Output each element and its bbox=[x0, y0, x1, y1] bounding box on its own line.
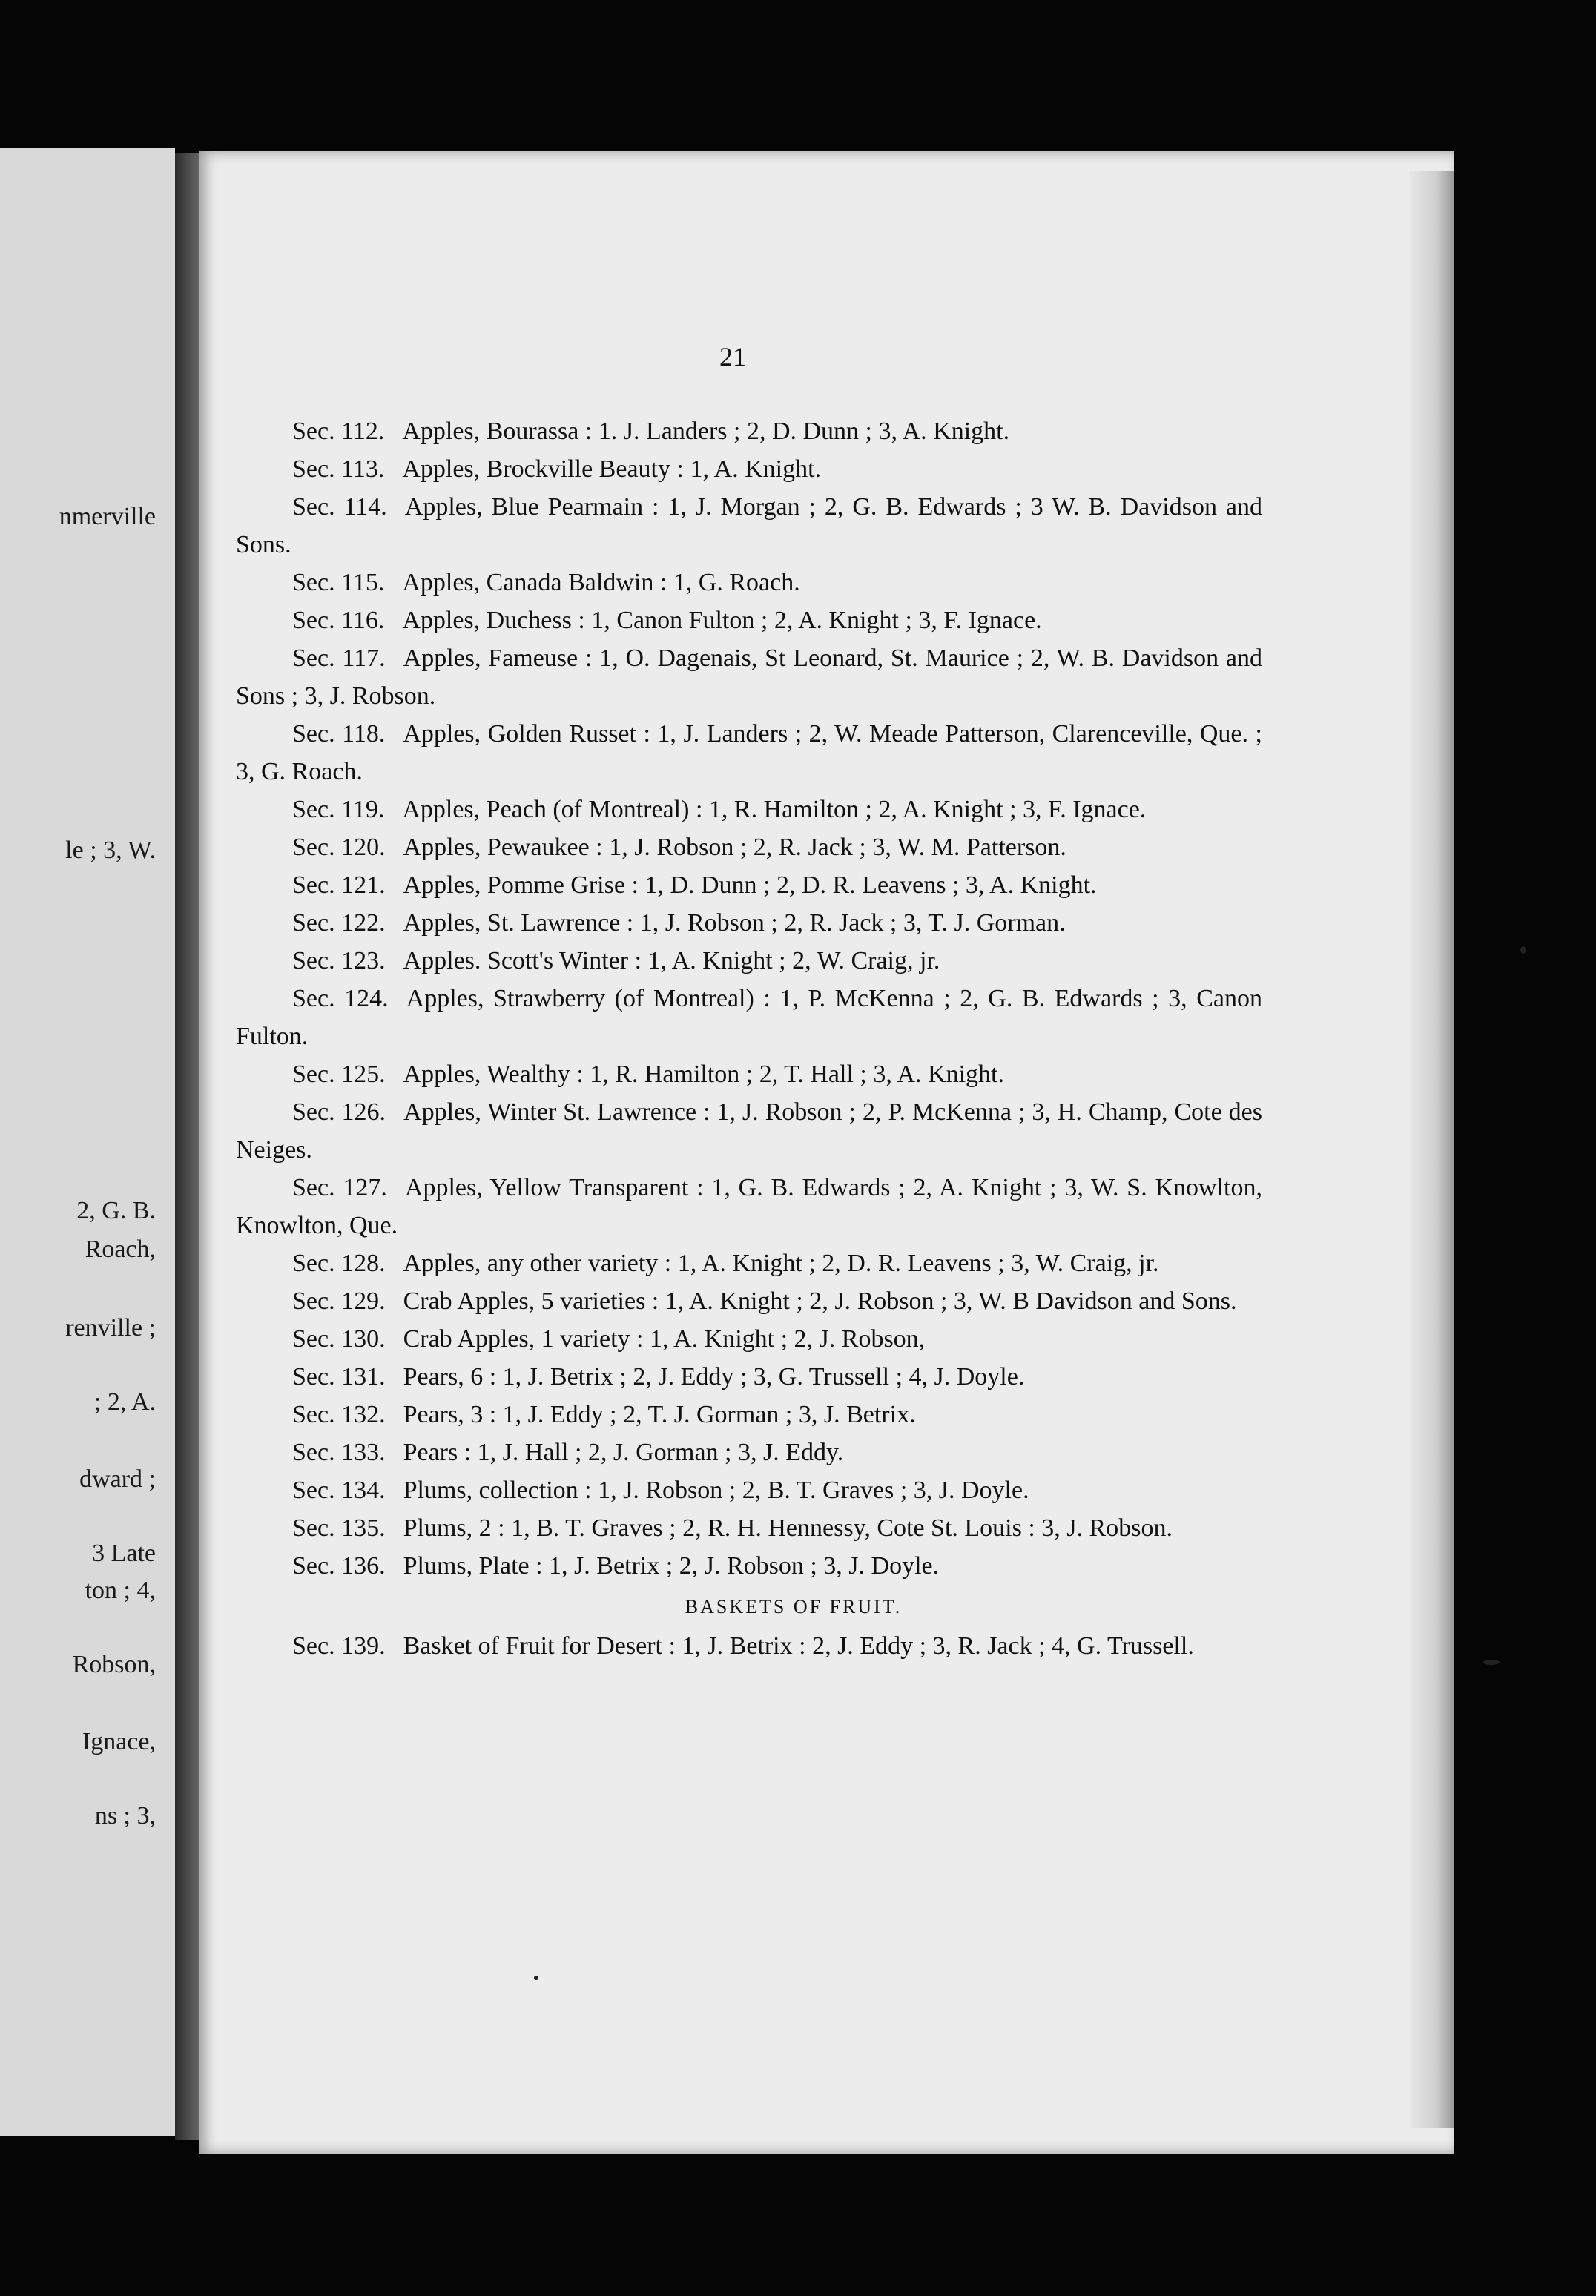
section-number: Sec. 122. bbox=[292, 909, 386, 937]
entry bbox=[236, 1244, 1262, 1282]
left-fragment: le ; 3, W. bbox=[65, 837, 156, 864]
entry-text: Apples. Scott's Winter : 1, A. Knight ; 2, W. Craig, jr. bbox=[403, 947, 940, 974]
scan-speck bbox=[534, 1976, 538, 1980]
section-number: Sec. 131. bbox=[292, 1363, 386, 1391]
section-number: Sec. 115. bbox=[292, 569, 385, 596]
entry-list bbox=[236, 412, 1262, 1585]
section-number: Sec. 135. bbox=[292, 1514, 386, 1542]
entry-text: Apples, Golden Russet : 1, J. Landers ; 2, W. Meade Patterson, Clarenceville, Que. ; 3, G. Roach. bbox=[236, 720, 1262, 785]
section-number: Sec. 134. bbox=[292, 1477, 386, 1504]
entry bbox=[236, 1547, 1262, 1585]
section-number: Sec. 126. bbox=[292, 1098, 386, 1126]
left-facing-page bbox=[0, 148, 175, 2136]
section-number: Sec. 133. bbox=[292, 1439, 386, 1466]
entry-text: Plums, collection : 1, J. Robson ; 2, B. T. Graves ; 3, J. Doyle. bbox=[403, 1477, 1029, 1504]
section-number: Sec. 127. bbox=[292, 1174, 387, 1201]
scan-speck bbox=[1520, 946, 1526, 954]
entry bbox=[236, 564, 1262, 601]
section-number: Sec. 121. bbox=[292, 871, 386, 899]
entry-text: Crab Apples, 5 varieties : 1, A. Knight ; 2, J. Robson ; 3, W. B Davidson and Sons. bbox=[403, 1287, 1237, 1315]
section-number: Sec. 113. bbox=[292, 455, 385, 483]
prize-list bbox=[236, 341, 1262, 1665]
entry-text: Plums, Plate : 1, J. Betrix ; 2, J. Robson ; 3, J. Doyle. bbox=[403, 1552, 940, 1580]
entry-text: Basket of Fruit for Desert : 1, J. Betrix : 2, J. Eddy ; 3, R. Jack ; 4, G. Trussell. bbox=[403, 1632, 1194, 1660]
book-gutter bbox=[175, 153, 202, 2140]
left-fragment: Robson, bbox=[72, 1651, 156, 1678]
section-number: Sec. 130. bbox=[292, 1325, 386, 1353]
entry-text: Apples, Peach (of Montreal) : 1, R. Hamilton ; 2, A. Knight ; 3, F. Ignace. bbox=[402, 796, 1147, 823]
left-fragment: ns ; 3, bbox=[94, 1802, 156, 1830]
left-fragment: nmerville bbox=[59, 503, 156, 530]
entry bbox=[236, 715, 1262, 791]
section-number: Sec. 128. bbox=[292, 1250, 386, 1277]
left-fragment: 2, G. B. bbox=[76, 1197, 156, 1224]
section-number: Sec. 136. bbox=[292, 1552, 386, 1580]
section-number: Sec. 114. bbox=[292, 493, 387, 521]
entry bbox=[236, 639, 1262, 715]
entry bbox=[236, 1434, 1262, 1471]
entry-text: Apples, Wealthy : 1, R. Hamilton ; 2, T. Hall ; 3, A. Knight. bbox=[403, 1060, 1004, 1088]
entry bbox=[236, 866, 1262, 904]
section-heading: BASKETS OF FRUIT. bbox=[685, 1596, 903, 1617]
section-number: Sec. 124. bbox=[292, 985, 389, 1012]
entry-text: Apples, Bourassa : 1. J. Landers ; 2, D. Dunn ; 3, A. Knight. bbox=[402, 418, 1010, 445]
entry-text: Pears, 6 : 1, J. Betrix ; 2, J. Eddy ; 3, G. Trussell ; 4, J. Doyle. bbox=[403, 1363, 1025, 1391]
entry-text: Plums, 2 : 1, B. T. Graves ; 2, R. H. Hennessy, Cote St. Louis : 3, J. Robson. bbox=[403, 1514, 1173, 1542]
section-number: Sec. 119. bbox=[292, 796, 385, 823]
entry bbox=[236, 980, 1262, 1055]
section-number: Sec. 139. bbox=[292, 1632, 386, 1660]
left-fragment: ton ; 4, bbox=[85, 1577, 156, 1604]
entry bbox=[236, 1282, 1262, 1320]
section-number: Sec. 118. bbox=[292, 720, 386, 748]
section-number: Sec. 129. bbox=[292, 1287, 386, 1315]
entry-text: Apples, Fameuse : 1, O. Dagenais, St Leonard, St. Maurice ; 2, W. B. Davidson and Sons ; 3, J. Robson. bbox=[236, 644, 1262, 710]
entry-text: Apples, Duchess : 1, Canon Fulton ; 2, A. Knight ; 3, F. Ignace. bbox=[402, 607, 1042, 634]
section-number: Sec. 112. bbox=[292, 418, 385, 445]
section-number: Sec. 116. bbox=[292, 607, 385, 634]
entry-text: Apples, Pewaukee : 1, J. Robson ; 2, R. Jack ; 3, W. M. Patterson. bbox=[403, 834, 1066, 861]
entry-text: Apples, Blue Pearmain : 1, J. Morgan ; 2, G. B. Edwards ; 3 W. B. Davidson and Sons. bbox=[236, 493, 1262, 558]
entry bbox=[236, 791, 1262, 828]
entry bbox=[236, 828, 1262, 866]
entry bbox=[236, 1509, 1262, 1547]
entry-text: Apples, Canada Baldwin : 1, G. Roach. bbox=[402, 569, 800, 596]
entry-text: Pears, 3 : 1, J. Eddy ; 2, T. J. Gorman ; 3, J. Betrix. bbox=[403, 1401, 916, 1428]
entry-text: Apples, St. Lawrence : 1, J. Robson ; 2, R. Jack ; 3, T. J. Gorman. bbox=[403, 909, 1066, 937]
left-fragment: Roach, bbox=[85, 1236, 156, 1263]
entry-text: Apples, any other variety : 1, A. Knight ; 2, D. R. Leavens ; 3, W. Craig, jr. bbox=[403, 1250, 1159, 1277]
entry bbox=[236, 1396, 1262, 1434]
left-fragment: 3 Late bbox=[92, 1540, 156, 1567]
section-number: Sec. 125. bbox=[292, 1060, 386, 1088]
entry bbox=[236, 601, 1262, 639]
entry bbox=[236, 1320, 1262, 1358]
left-fragment: ; 2, A. bbox=[93, 1388, 156, 1416]
entry-text: Apples, Yellow Transparent : 1, G. B. Edwards ; 2, A. Knight ; 3, W. S. Knowlton, Knowlton, Que. bbox=[236, 1174, 1263, 1239]
page-edge-shadow bbox=[1409, 171, 1454, 2128]
entry bbox=[236, 1358, 1262, 1396]
section-number: Sec. 117. bbox=[292, 644, 386, 672]
entry-text: Crab Apples, 1 variety : 1, A. Knight ; 2, J. Robson, bbox=[403, 1325, 926, 1353]
scan-speck bbox=[1483, 1660, 1500, 1665]
entry bbox=[236, 450, 1262, 488]
entry-text: Apples, Strawberry (of Montreal) : 1, P. McKenna ; 2, G. B. Edwards ; 3, Canon Fulton. bbox=[236, 985, 1262, 1050]
section-number: Sec. 123. bbox=[292, 947, 386, 974]
entry bbox=[236, 488, 1262, 564]
entry-text: Apples, Winter St. Lawrence : 1, J. Robson ; 2, P. McKenna ; 3, H. Champ, Cote des Neiges. bbox=[236, 1098, 1263, 1164]
entry bbox=[236, 1627, 1262, 1665]
section-number: Sec. 132. bbox=[292, 1401, 386, 1428]
entry-text: Apples, Pomme Grise : 1, D. Dunn ; 2, D. R. Leavens ; 3, A. Knight. bbox=[403, 871, 1097, 899]
entry bbox=[236, 1471, 1262, 1509]
section-number: Sec. 120. bbox=[292, 834, 386, 861]
entry bbox=[236, 942, 1262, 980]
entry bbox=[236, 412, 1262, 450]
page-number: 21 bbox=[719, 342, 746, 372]
entry bbox=[236, 904, 1262, 942]
left-fragment: renville ; bbox=[65, 1314, 156, 1342]
entry-text: Pears : 1, J. Hall ; 2, J. Gorman ; 3, J. Eddy. bbox=[403, 1439, 844, 1466]
left-fragment: Ignace, bbox=[82, 1728, 156, 1755]
entry bbox=[236, 1093, 1262, 1169]
entry bbox=[236, 1169, 1262, 1244]
entry-text: Apples, Brockville Beauty : 1, A. Knight. bbox=[402, 455, 822, 483]
entry bbox=[236, 1055, 1262, 1093]
left-fragment: dward ; bbox=[79, 1465, 156, 1493]
